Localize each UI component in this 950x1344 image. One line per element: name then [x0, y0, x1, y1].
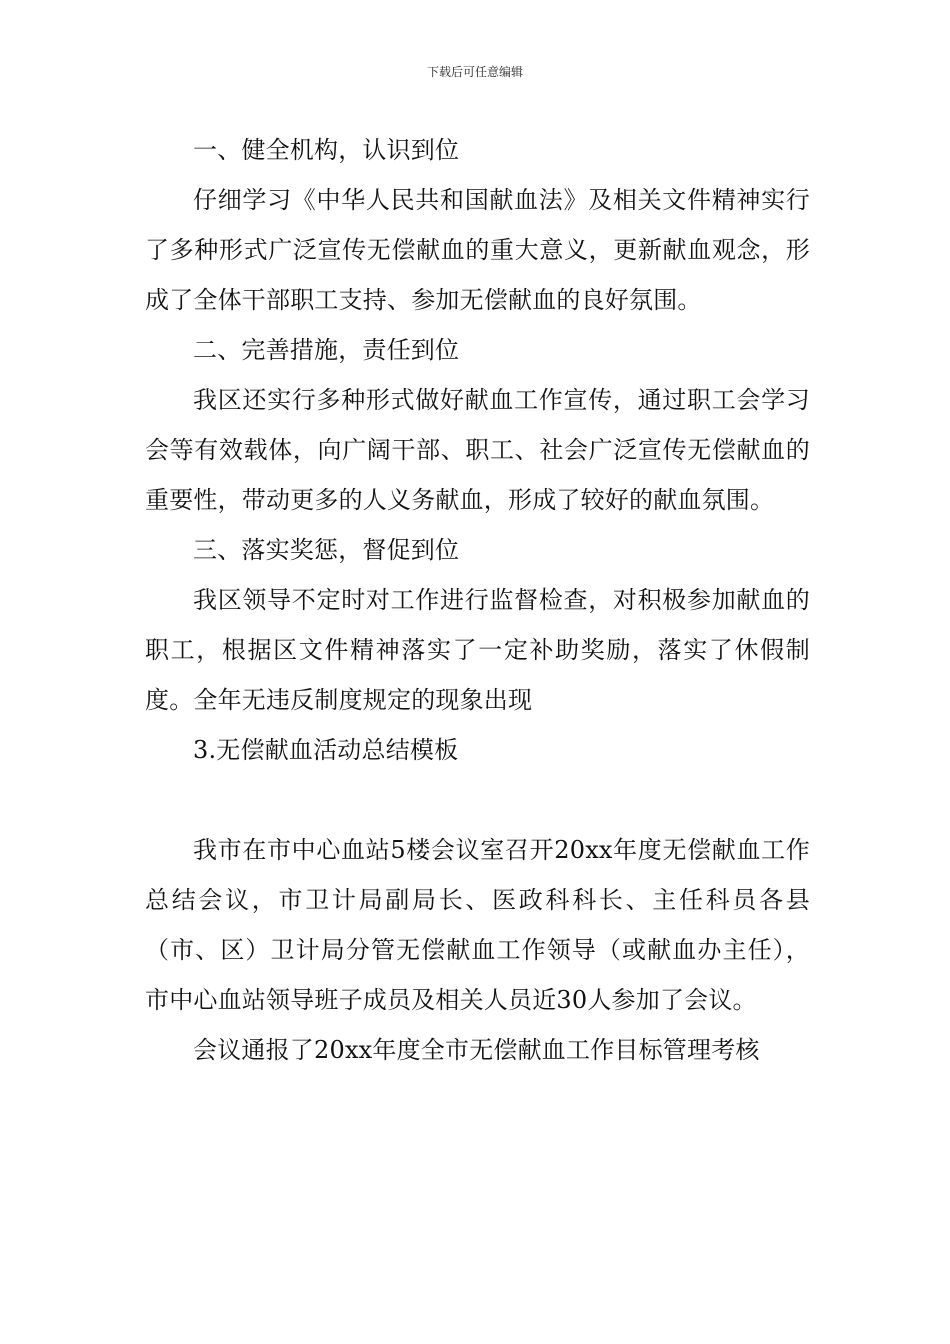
template-title: 3.无偿献血活动总结模板 — [193, 736, 459, 764]
paragraph-5: 会议通报了20xx年度全市无偿献血工作目标管理考核 — [193, 1036, 760, 1064]
paragraph-1: 仔细学习《中华人民共和国献血法》及相关文件精神实行了多种形式广泛宣传无偿献血的重大意义，更新献血观念，形成了全体干部职工支持、参加无偿献血的良好氛围。 — [145, 186, 810, 314]
section-heading-3: 三、落实奖惩，督促到位 — [193, 536, 460, 564]
page-header-note: 下载后可任意编辑 — [426, 65, 523, 79]
paragraph-4: 我市在市中心血站5楼会议室召开20xx年度无偿献血工作总结会议，市卫计局副局长、医政科科长、主任科员各县（市、区）卫计局分管无偿献血工作领导（或献血办主任），市中心血站领导班子成员及相关人员近30人参加了会议。 — [145, 836, 810, 1014]
document-body — [145, 125, 810, 1075]
section-heading-2: 二、完善措施，责任到位 — [193, 336, 460, 364]
blank-line — [145, 775, 810, 825]
paragraph-2: 我区还实行多种形式做好献血工作宣传，通过职工会学习会等有效载体，向广阔干部、职工、社会广泛宣传无偿献血的重要性，带动更多的人义务献血，形成了较好的献血氛围。 — [145, 386, 810, 514]
paragraph-3: 我区领导不定时对工作进行监督检查，对积极参加献血的职工，根据区文件精神落实了一定补助奖励，落实了休假制度。全年无违反制度规定的现象出现 — [145, 586, 810, 714]
section-heading-1: 一、健全机构，认识到位 — [193, 136, 460, 164]
